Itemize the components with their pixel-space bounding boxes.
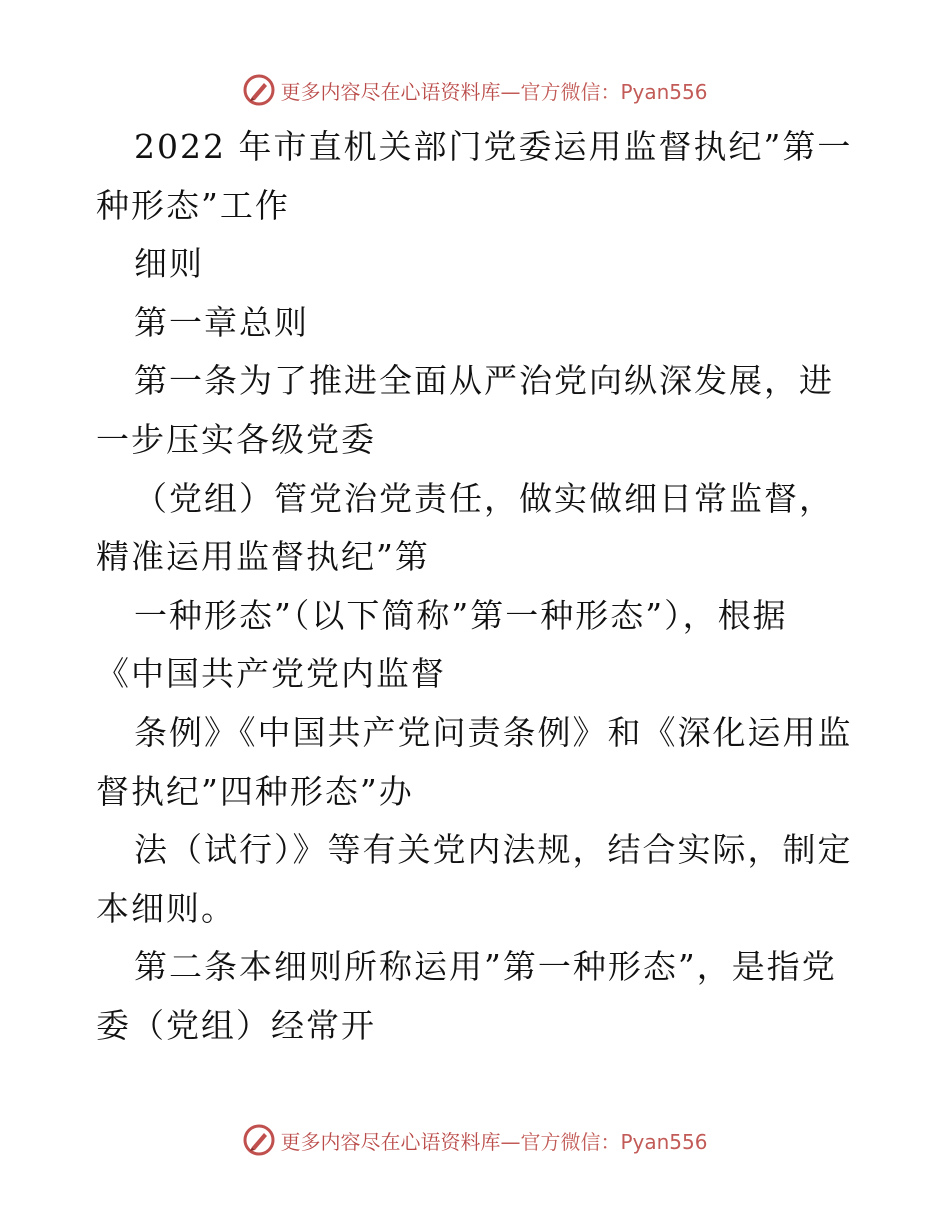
pen-logo-icon xyxy=(242,1123,276,1157)
chapter-heading: 第一章总则 xyxy=(134,302,309,342)
header-watermark xyxy=(0,70,950,110)
document-body xyxy=(96,118,856,1056)
pen-logo-icon xyxy=(242,73,276,107)
watermark-site-text: 更多内容尽在心语资料库 xyxy=(280,1129,501,1154)
article-1-part-c: 一种形态”（以下简称”第一种形态”），根据《中国共产党党内监督 xyxy=(96,595,788,694)
footer-watermark xyxy=(0,1120,950,1160)
watermark-site-text: 更多内容尽在心语资料库 xyxy=(280,79,501,104)
title-line-1: 2022 年市直机关部门党委运用监督执纪”第一种形态”工作 xyxy=(96,127,853,225)
watermark-contact-text: —官方微信：Pyan556 xyxy=(500,1129,708,1154)
article-2-part-a: 第二条本细则所称运用”第一种形态”，是指党委（党组）经常开 xyxy=(96,947,837,1045)
article-1-part-d: 条例》《中国共产党问责条例》和《深化运用监督执纪”四种形态”办 xyxy=(96,712,853,811)
article-1-part-a: 第一条为了推进全面从严治党向纵深发展，进一步压实各级党委 xyxy=(96,361,834,459)
watermark-contact-text: —官方微信：Pyan556 xyxy=(500,79,708,104)
title-line-2: 细则 xyxy=(134,244,204,284)
article-1-part-e: 法（试行）》等有关党内法规，结合实际，制定本细则。 xyxy=(96,830,853,928)
article-1-part-b: （党组）管党治党责任，做实做细日常监督，精准运用监督执纪”第 xyxy=(96,478,834,577)
